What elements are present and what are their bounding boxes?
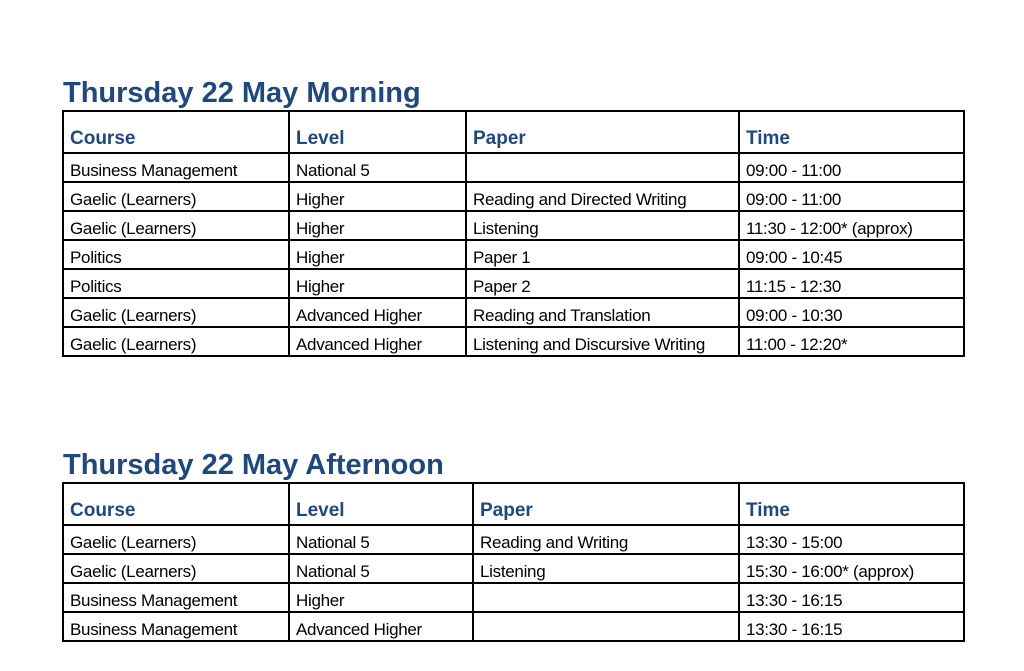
time-cell: 13:30 - 16:15 (739, 583, 964, 612)
level-cell: Higher (289, 211, 466, 240)
afternoon-section-title: Thursday 22 May Afternoon (63, 449, 444, 481)
column-header-level: Level (289, 111, 466, 153)
course-cell: Business Management (63, 583, 289, 612)
course-cell: Business Management (63, 612, 289, 641)
time-cell: 09:00 - 11:00 (739, 153, 964, 182)
level-cell: National 5 (289, 525, 473, 554)
table-row (63, 269, 964, 298)
time-cell: 11:15 - 12:30 (739, 269, 964, 298)
column-header-time: Time (739, 483, 964, 525)
table-header-row (63, 483, 964, 525)
paper-cell: Paper 1 (466, 240, 739, 269)
level-cell: Advanced Higher (289, 612, 473, 641)
course-cell: Gaelic (Learners) (63, 298, 289, 327)
table-row (63, 182, 964, 211)
level-cell: Higher (289, 240, 466, 269)
time-cell: 13:30 - 15:00 (739, 525, 964, 554)
time-cell: 11:30 - 12:00* (approx) (739, 211, 964, 240)
paper-cell (466, 153, 739, 182)
paper-cell: Reading and Writing (473, 525, 739, 554)
column-header-course: Course (63, 111, 289, 153)
table-row (63, 327, 964, 356)
column-header-paper: Paper (473, 483, 739, 525)
course-cell: Gaelic (Learners) (63, 525, 289, 554)
paper-cell: Listening (473, 554, 739, 583)
level-cell: Higher (289, 269, 466, 298)
level-cell: Higher (289, 182, 466, 211)
afternoon-timetable (62, 482, 965, 642)
column-header-time: Time (739, 111, 964, 153)
paper-cell: Reading and Directed Writing (466, 182, 739, 211)
course-cell: Politics (63, 240, 289, 269)
paper-cell (473, 612, 739, 641)
morning-timetable (62, 110, 965, 357)
time-cell: 09:00 - 10:45 (739, 240, 964, 269)
column-header-paper: Paper (466, 111, 739, 153)
column-header-course: Course (63, 483, 289, 525)
table-row (63, 298, 964, 327)
table-row (63, 583, 964, 612)
paper-cell: Reading and Translation (466, 298, 739, 327)
table-row (63, 554, 964, 583)
level-cell: Higher (289, 583, 473, 612)
table-row (63, 211, 964, 240)
level-cell: Advanced Higher (289, 298, 466, 327)
time-cell: 09:00 - 11:00 (739, 182, 964, 211)
table-row (63, 612, 964, 641)
table-row (63, 525, 964, 554)
course-cell: Politics (63, 269, 289, 298)
time-cell: 15:30 - 16:00* (approx) (739, 554, 964, 583)
time-cell: 13:30 - 16:15 (739, 612, 964, 641)
time-cell: 09:00 - 10:30 (739, 298, 964, 327)
table-row (63, 153, 964, 182)
course-cell: Gaelic (Learners) (63, 327, 289, 356)
level-cell: National 5 (289, 153, 466, 182)
level-cell: Advanced Higher (289, 327, 466, 356)
morning-section-title: Thursday 22 May Morning (63, 77, 421, 109)
table-header-row (63, 111, 964, 153)
course-cell: Gaelic (Learners) (63, 211, 289, 240)
paper-cell: Listening (466, 211, 739, 240)
table-row (63, 240, 964, 269)
course-cell: Gaelic (Learners) (63, 182, 289, 211)
level-cell: National 5 (289, 554, 473, 583)
column-header-level: Level (289, 483, 473, 525)
paper-cell (473, 583, 739, 612)
course-cell: Gaelic (Learners) (63, 554, 289, 583)
time-cell: 11:00 - 12:20* (739, 327, 964, 356)
paper-cell: Listening and Discursive Writing (466, 327, 739, 356)
paper-cell: Paper 2 (466, 269, 739, 298)
course-cell: Business Management (63, 153, 289, 182)
